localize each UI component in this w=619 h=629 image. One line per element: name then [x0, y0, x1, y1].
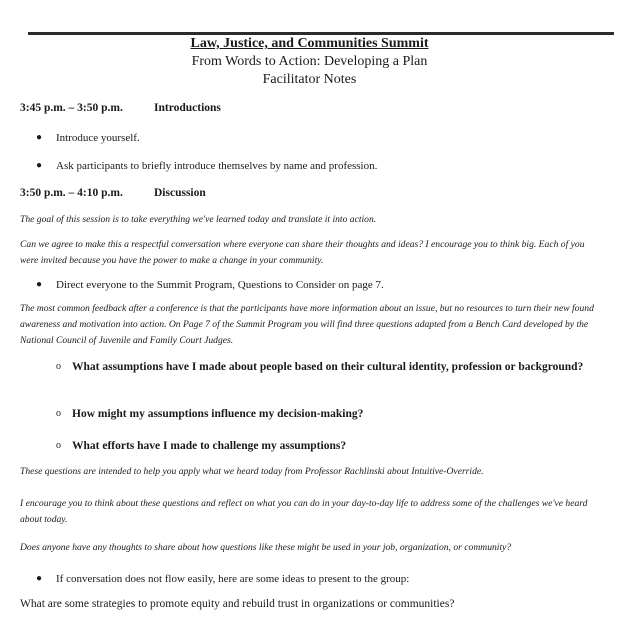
bullet-icon: ● [36, 132, 43, 143]
document-subtitle: From Words to Action: Developing a Plan [191, 54, 428, 69]
section-time: 3:50 p.m. – 4:10 p.m. [20, 187, 123, 199]
bullet-icon: ● [36, 279, 43, 290]
bullet-item [36, 279, 596, 293]
bullet-text: If conversation does not flow easily, here are some ideas to present to the group: [56, 573, 410, 585]
question-item [56, 406, 598, 422]
sub-bullet-icon: o [56, 361, 61, 372]
question-text: What assumptions have I made about people based on their cultural identity, profession or background? [72, 361, 584, 373]
section-name: Discussion [154, 187, 206, 199]
document-header [0, 35, 619, 89]
bullet-item [36, 160, 596, 174]
paragraph-intended: These questions are intended to help you apply what we heard today from Professor Rachlinski about Intuitive-Override. [20, 466, 484, 477]
bullet-item [36, 132, 596, 146]
section-heading-introductions [20, 102, 221, 114]
paragraph-think: I encourage you to think about these questions and reflect on what you can do in your day-to-day life to address some of the challenges we've heard about today. [20, 498, 588, 525]
sub-bullet-icon: o [56, 440, 61, 451]
section-name: Introductions [154, 102, 221, 114]
question-item [56, 359, 598, 393]
document-title: Law, Justice, and Communities Summit [190, 36, 429, 51]
sub-bullet-icon: o [56, 408, 61, 419]
paragraph-anyone: Does anyone have any thoughts to share about how questions like these might be used in your job, organization, or community? [20, 542, 512, 553]
question-text: What efforts have I made to challenge my assumptions? [72, 440, 347, 452]
section-time: 3:45 p.m. – 3:50 p.m. [20, 102, 123, 114]
question-item [56, 438, 598, 454]
bullet-text: Ask participants to briefly introduce themselves by name and profession. [56, 160, 378, 172]
question-text: How might my assumptions influence my decision-making? [72, 408, 364, 420]
paragraph-feedback: The most common feedback after a conference is that the participants have more information about an issue, but no resources to turn their new found awareness and motivation into action. On Page 7 of the Summit Program you will find three questions adapted from a Bench Card developed by the National Council of Juvenile and Family Court Judges. [20, 303, 594, 346]
section-heading-discussion [20, 187, 206, 199]
bullet-item [36, 573, 596, 587]
document-type: Facilitator Notes [262, 72, 357, 87]
bullet-text: Direct everyone to the Summit Program, Questions to Consider on page 7. [56, 279, 384, 291]
paragraph-strategies: What are some strategies to promote equity and rebuild trust in organizations or communities? [20, 598, 455, 610]
paragraph-agree: Can we agree to make this a respectful conversation where everyone can share their thoughts and ideas? I encourage you to think big. Each of you were invited because you have the power to make a change in your community. [20, 239, 585, 266]
bullet-text: Introduce yourself. [56, 132, 140, 144]
bullet-icon: ● [36, 160, 43, 171]
bullet-icon: ● [36, 573, 43, 584]
paragraph-goal: The goal of this session is to take everything we've learned today and translate it into action. [20, 214, 377, 225]
